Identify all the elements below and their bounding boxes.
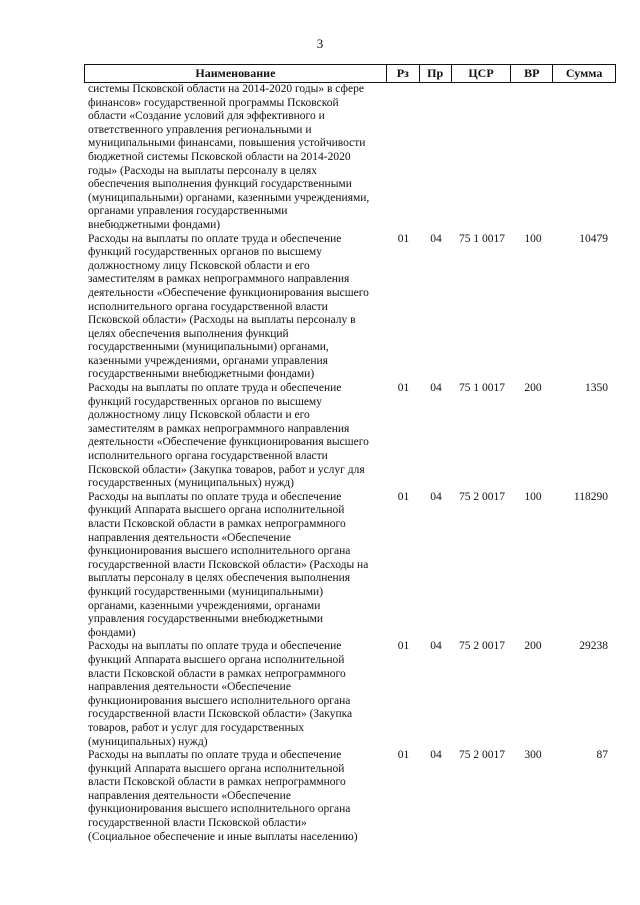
row-name-line: государственной власти Псковской области» (Расходы на [88,558,369,571]
row-name-line: органами управления государственными [88,205,288,218]
row-csr: 75 2 0017 [459,749,505,762]
row-name-line: управления государственными внебюджетными [88,613,324,626]
row-name-line: исполнительного органа государственной власти [88,300,328,313]
row-name-line: заместителям в рамках непрограммного направления [88,422,350,435]
row-pr [420,83,452,233]
header-csr: ЦСР [452,65,512,82]
row-name-line: направления деятельности «Обеспечение [88,531,291,544]
row-name-line: функционирования высшего исполнительного органа [88,545,351,558]
row-name-line: целях обеспечения выполнения функций [88,327,289,340]
row-name-line: функций Аппарата высшего органа исполнительной [88,653,345,666]
row-name-line: направления деятельности «Обеспечение [88,789,291,802]
row-csr [452,83,512,233]
row-csr: 75 1 0017 [459,382,505,395]
row-rz: 01 [397,749,410,762]
row-name-line: деятельности «Обеспечение функционирования высшего [88,436,369,449]
row-name-line: системы Псковской области на 2014-2020 годы» в сфере [88,83,364,95]
table-row [84,491,616,641]
table-row [84,749,616,844]
row-rz: 01 [397,490,410,503]
row-sum: 87 [596,749,608,762]
row-name [84,491,387,641]
header-vr: ВР [511,65,553,82]
row-vr: 200 [524,382,542,395]
row-name-line: власти Псковской области в рамках непрограммного [88,518,346,530]
row-name-line: исполнительного органа государственной власти [88,450,328,463]
row-name-line: функционирования высшего исполнительного органа [88,694,351,707]
table-row [84,640,616,749]
row-name-line: Расходы на выплаты по оплате труда и обеспечение [88,749,342,762]
row-name-line: функционирования высшего исполнительного органа [88,803,351,816]
row-name-line: Расходы на выплаты по оплате труда и обеспечение [88,232,342,245]
row-pr: 04 [430,382,442,395]
table-row [84,233,616,383]
row-name-line: государственными внебюджетными фондами) [88,368,315,381]
row-name-line: власти Псковской области в рамках непрограммного [88,776,346,789]
row-pr: 04 [430,490,442,503]
row-sum [554,83,616,233]
row-name-line: (муниципальными) органами, казенными учреждениями, [88,191,370,204]
row-name-line: казенными учреждениями, органами управления [88,354,328,367]
row-vr: 100 [524,232,542,245]
row-name-line: государственных (муниципальных) нужд) [88,477,294,490]
row-name-line: выплаты персоналу в целях обеспечения выполнения [88,572,351,585]
row-name-line: заместителям в рамках непрограммного направления [88,273,350,286]
row-name-line: (Социальное обеспечение и иные выплаты населению) [88,830,358,843]
row-csr: 75 2 0017 [459,490,505,503]
header-name: Наименование [85,65,387,82]
row-name-line: годы» (Расходы на выплаты персоналу в целях [88,164,318,177]
row-name-line: бюджетной системы Псковской области на 2014-2020 [88,150,351,163]
row-rz: 01 [397,232,410,245]
row-name [84,640,387,749]
row-name-line: Псковской области» (Закупка товаров, работ и услуг для [88,463,365,476]
row-name-line: государственной власти Псковской области» (Закупка [88,708,353,721]
row-name-line: внебюджетными фондами) [88,218,221,231]
row-name-line: (муниципальных) нужд) [88,735,208,748]
table-body [84,83,616,844]
row-name-line: функций Аппарата высшего органа исполнительной [88,762,345,775]
row-name-line: Расходы на выплаты по оплате труда и обеспечение [88,490,342,503]
row-csr: 75 1 0017 [459,232,505,245]
header-pr: Пр [420,65,452,82]
row-name [84,749,387,844]
table-row [84,382,616,491]
row-name-line: направления деятельности «Обеспечение [88,681,291,694]
row-name-line: функций Аппарата высшего органа исполнительной [88,504,345,517]
header-sum: Сумма [565,66,603,80]
row-name-line: ответственного управления региональными и [88,123,312,136]
row-rz: 01 [397,382,410,395]
row-name-line: функций государственных органов по высшему [88,246,322,259]
row-name [84,233,387,383]
row-name-line: должностному лицу Псковской области и его [88,259,310,272]
row-rz [387,83,420,233]
row-pr: 04 [430,232,442,245]
row-vr: 100 [524,490,542,503]
page-number: 3 [316,36,324,51]
row-sum: 10479 [579,232,608,245]
row-name-line: государственными (муниципальными) органами, [88,341,329,354]
row-sum: 1350 [585,382,608,395]
row-vr: 200 [524,640,542,653]
row-name-line: органами, казенными учреждениями, органами [88,599,321,612]
row-name-line: функций государственными (муниципальными) [88,585,324,598]
table-row [84,83,616,233]
row-rz: 01 [397,640,410,653]
row-name-line: обеспечения выполнения функций государственными [88,178,352,191]
header-rz: Рз [387,65,420,82]
row-name-line: государственной власти Псковской области» [88,817,307,830]
row-name-line: Псковской области» (Расходы на выплаты персоналу в [88,314,356,327]
row-sum: 118290 [573,490,608,503]
row-name [84,382,387,491]
row-name-line: фондами) [88,626,136,639]
table-header [84,64,616,83]
row-name-line: финансов» государственной программы Псковской [88,96,339,109]
row-name-line: Расходы на выплаты по оплате труда и обеспечение [88,382,342,395]
row-csr: 75 2 0017 [459,640,505,653]
row-name-line: власти Псковской области в рамках непрограммного [88,667,346,680]
row-name-line: деятельности «Обеспечение функционирования высшего [88,286,369,299]
row-sum: 29238 [579,640,608,653]
row-pr: 04 [430,640,442,653]
budget-table [84,64,616,844]
row-name-line: товаров, работ и услуг для государственных [88,721,305,734]
row-name [84,83,387,233]
row-name-line: области «Создание условий для эффективного и [88,110,325,123]
row-pr: 04 [430,749,442,762]
row-name-line: Расходы на выплаты по оплате труда и обеспечение [88,640,342,653]
row-name-line: функций государственных органов по высшему [88,395,322,408]
row-vr: 300 [524,749,542,762]
row-vr [512,83,554,233]
row-name-line: должностному лицу Псковской области и его [88,409,310,422]
row-name-line: муниципальными финансами, повышения устойчивости [88,137,366,150]
